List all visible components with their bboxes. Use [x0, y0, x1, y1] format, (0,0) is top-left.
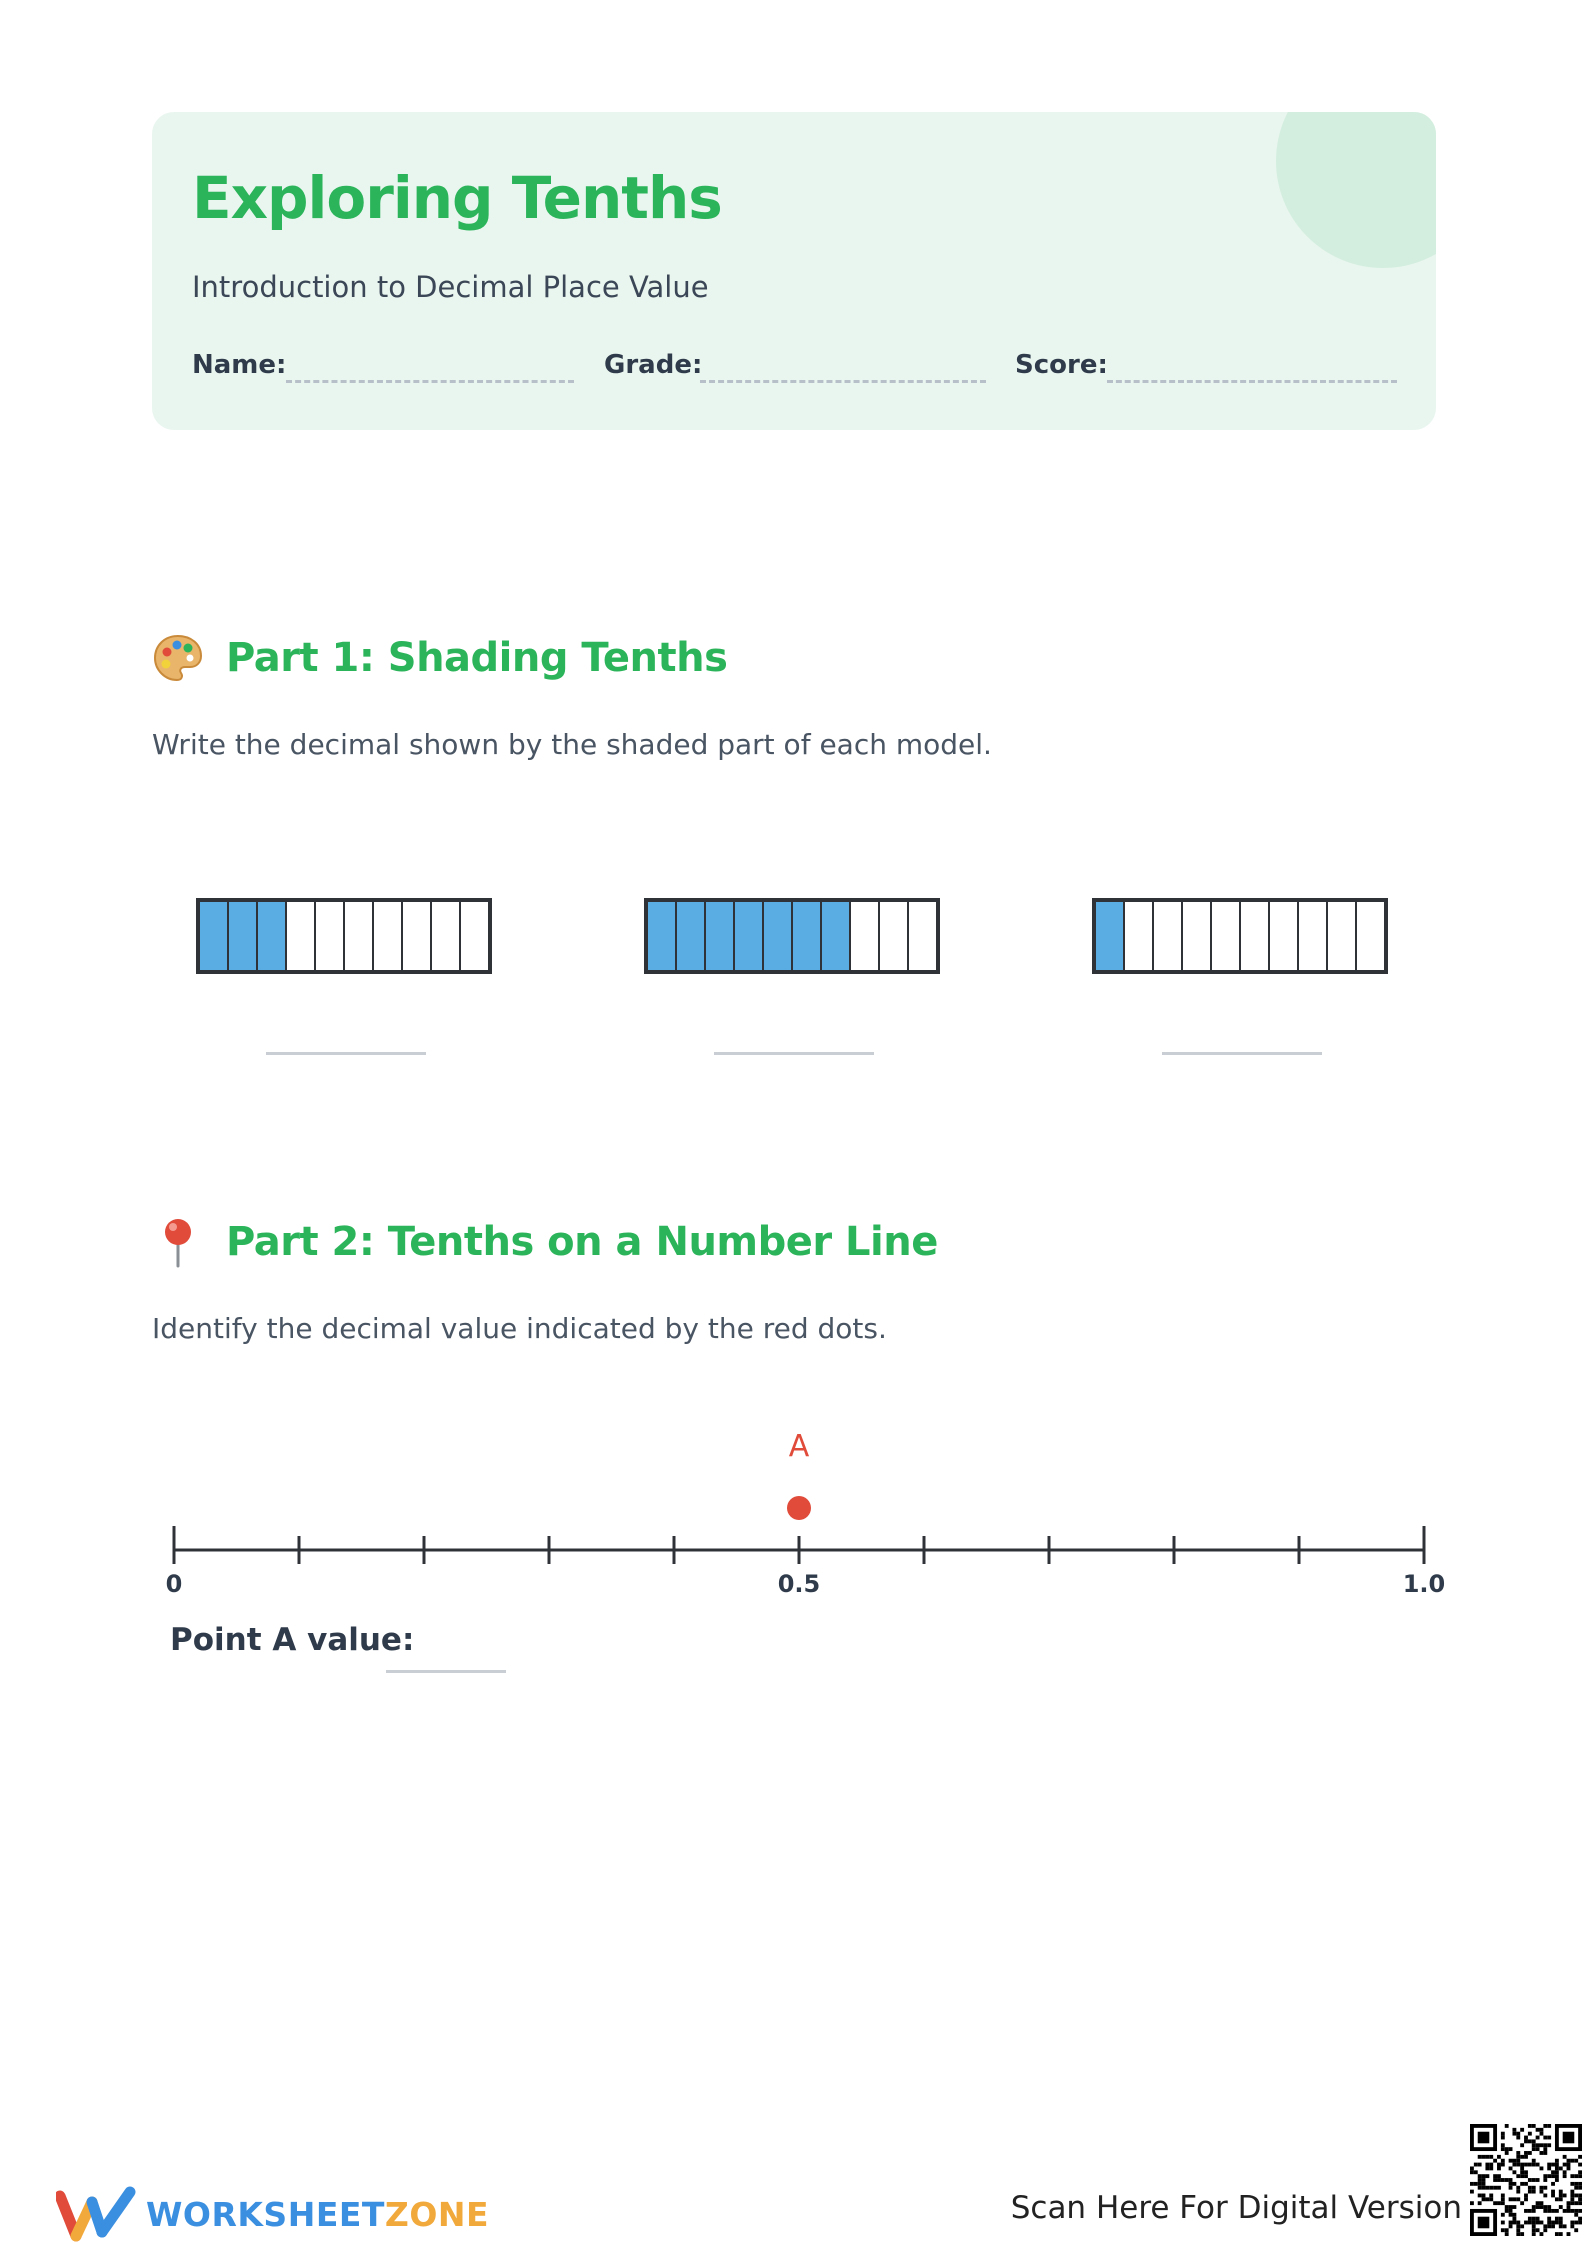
- unshaded-cell: [461, 902, 488, 970]
- shaded-cell: [258, 902, 287, 970]
- unshaded-cell: [345, 902, 374, 970]
- shaded-cell: [648, 902, 677, 970]
- shaded-cell: [793, 902, 822, 970]
- unshaded-cell: [1212, 902, 1241, 970]
- scan-text: Scan Here For Digital Version: [1010, 2190, 1462, 2226]
- unshaded-cell: [1241, 902, 1270, 970]
- part1-title: Part 1: Shading Tenths: [226, 635, 728, 681]
- answer-blank-1[interactable]: [266, 1052, 426, 1055]
- shaded-cell: [706, 902, 735, 970]
- unshaded-cell: [1125, 902, 1154, 970]
- unshaded-cell: [1299, 902, 1328, 970]
- shaded-cell: [735, 902, 764, 970]
- shaded-cell: [1096, 902, 1125, 970]
- tenths-model-1: [196, 898, 492, 974]
- score-blank[interactable]: [1107, 380, 1397, 383]
- grade-label: Grade:: [604, 350, 703, 380]
- shaded-cell: [677, 902, 706, 970]
- unshaded-cell: [1154, 902, 1183, 970]
- point-a-label: A: [788, 1429, 810, 1464]
- shaded-cell: [200, 902, 229, 970]
- page-title: Exploring Tenths: [192, 164, 722, 232]
- tick-label: 1.0: [1402, 1570, 1446, 1598]
- unshaded-cell: [1357, 902, 1384, 970]
- header-card: [152, 112, 1436, 430]
- name-label: Name:: [192, 350, 287, 380]
- point-a-dot: [787, 1496, 811, 1520]
- part1-instruction: Write the decimal shown by the shaded part of each model.: [152, 728, 992, 761]
- tick-label: 0.5: [777, 1570, 821, 1598]
- brand-word-2: ZONE: [384, 2194, 490, 2234]
- unshaded-cell: [880, 902, 909, 970]
- unshaded-cell: [909, 902, 936, 970]
- unshaded-cell: [1183, 902, 1212, 970]
- name-blank[interactable]: [286, 380, 574, 383]
- qr-code-icon[interactable]: [1470, 2124, 1582, 2236]
- pushpin-icon: [152, 1216, 204, 1268]
- part1-heading: [152, 628, 727, 688]
- tick-label: 0: [165, 1570, 183, 1598]
- shaded-cell: [229, 902, 258, 970]
- shaded-cell: [822, 902, 851, 970]
- tenths-model-3: [1092, 898, 1388, 974]
- decorative-circle: [1276, 112, 1436, 268]
- worksheetzone-logo: [56, 2186, 489, 2242]
- unshaded-cell: [316, 902, 345, 970]
- palette-icon: [152, 632, 204, 684]
- unshaded-cell: [374, 902, 403, 970]
- point-a-value-label: Point A value:: [170, 1622, 415, 1658]
- unshaded-cell: [432, 902, 461, 970]
- page-subtitle: Introduction to Decimal Place Value: [192, 270, 709, 304]
- answer-blank-3[interactable]: [1162, 1052, 1322, 1055]
- unshaded-cell: [851, 902, 880, 970]
- brand-word-1: WORKSHEET: [146, 2194, 385, 2234]
- part2-heading: [152, 1212, 938, 1272]
- point-a-answer-blank[interactable]: [386, 1670, 506, 1673]
- unshaded-cell: [1328, 902, 1357, 970]
- score-label: Score:: [1015, 350, 1108, 380]
- part2-title: Part 2: Tenths on a Number Line: [226, 1219, 938, 1265]
- unshaded-cell: [1270, 902, 1299, 970]
- tenths-model-2: [644, 898, 940, 974]
- unshaded-cell: [287, 902, 316, 970]
- number-line: [150, 1410, 1450, 1610]
- unshaded-cell: [403, 902, 432, 970]
- grade-blank[interactable]: [700, 380, 986, 383]
- logo-mark-icon: [56, 2186, 136, 2242]
- answer-blank-2[interactable]: [714, 1052, 874, 1055]
- part2-instruction: Identify the decimal value indicated by the red dots.: [152, 1312, 887, 1345]
- shaded-cell: [764, 902, 793, 970]
